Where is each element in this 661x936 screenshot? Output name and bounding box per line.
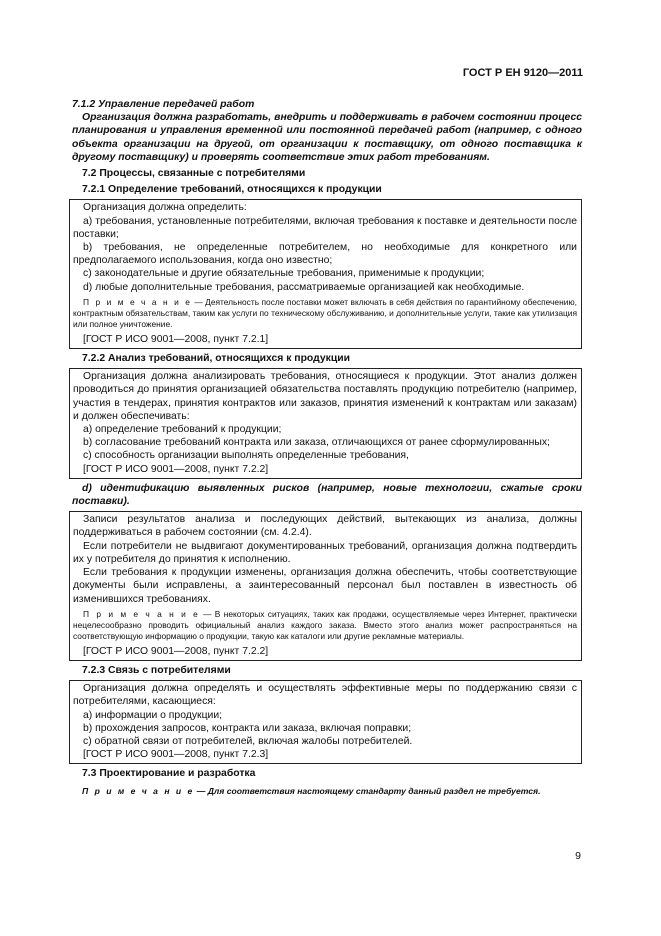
section-7-2-2-item-d: d) идентификацию выявленных рисков (например, новые технологии, сжатые сроки поставки). bbox=[72, 482, 582, 508]
list-item: b) согласование требований контракта или заказа, отличающихся от ранее сформулированных; bbox=[83, 437, 550, 449]
section-7-2-heading: 7.2 Процессы, связанные с потребителями bbox=[82, 168, 306, 180]
section-7-2-2-heading: 7.2.2 Анализ требований, относящихся к продукции bbox=[82, 353, 350, 365]
list-item: а) требования, установленные потребителями, включая требования к поставке и деятельности после поставки; bbox=[73, 215, 577, 240]
list-item: c) обратной связи от потребителей, включая жалобы потребителей. bbox=[83, 735, 413, 747]
note-text: — Деятельность после поставки может включать в себя действия по гарантийному обеспечению, контрактным обязательствам, таким как услуги по техническому обслуживанию, и дополнительные услуги, такие как утилизация или полное уничтожение. bbox=[73, 296, 577, 329]
section-7-2-3-heading: 7.2.3 Связь с потребителями bbox=[82, 664, 231, 676]
section-7-2-2-ref-2: [ГОСТ Р ИСО 9001—2008, пункт 7.2.2] bbox=[83, 645, 269, 657]
section-7-2-2-para-1: Записи результатов анализа и последующих действий, вытекающих из анализа, должны поддерживаться в рабочем состоянии (см. 4.2.4). bbox=[73, 514, 577, 539]
list-item: c) способность организации выполнять определенные требования, bbox=[83, 450, 409, 462]
note-label: П р и м е ч а н и е bbox=[83, 608, 200, 619]
section-7-2-2-para-2: Если потребители не выдвигают документированных требований, организация должна подтвердить их у потребителя до принятия к исполнению. bbox=[73, 540, 577, 565]
document-id: ГОСТ Р ЕН 9120—2011 bbox=[462, 67, 583, 79]
section-7-3-heading: 7.3 Проектирование и разработка bbox=[82, 768, 256, 780]
section-7-1-2-body: Организация должна разработать, внедрить и поддерживать в рабочем состоянии процесс планирования и управления временной или постоянной передачей работ (например, с одного объекта организации на другой, от организации к поставщику, от одного поставщика к другому поставщику) и проверять соответствие этих работ требованиям. bbox=[72, 112, 582, 163]
section-7-2-2-box-2 bbox=[69, 511, 582, 661]
list-item: b) требования, не определенные потребителем, но необходимые для конкретного или предполагаемого использования, когда оно известно; bbox=[73, 242, 577, 267]
section-7-2-1-ref: [ГОСТ Р ИСО 9001—2008, пункт 7.2.1] bbox=[83, 333, 269, 345]
note-label: П р и м е ч а н и е bbox=[82, 785, 195, 796]
section-7-2-2-note bbox=[73, 609, 577, 642]
page-number: 9 bbox=[575, 850, 581, 862]
section-7-2-2-intro: Организация должна анализировать требования, относящиеся к продукции. Этот анализ должен проводиться до принятия организацией обязательства поставлять продукцию потребителю (например, участия в тендерах, принятия контрактов или заказов, принятия изменений к контрактам или заказам) и должен обеспечивать: bbox=[73, 371, 577, 422]
note-text: — В некоторых ситуациях, таких как продажи, осуществляемые через Интернет, практически нецелесообразно проводить официальный анализ каждого заказа. Вместо этого анализ может распространяться на соответствующую информацию о продукции, такую как каталоги или другие рекламные материалы. bbox=[73, 608, 577, 641]
section-7-2-1-box bbox=[69, 199, 582, 349]
section-7-2-3-ref: [ГОСТ Р ИСО 9001—2008, пункт 7.2.3] bbox=[83, 749, 269, 761]
section-7-2-1-heading: 7.2.1 Определение требований, относящихся к продукции bbox=[82, 184, 382, 196]
list-item: а) информации о продукции; bbox=[83, 709, 223, 721]
note-text: — Для соответствия настоящему стандарту данный раздел не требуется. bbox=[194, 785, 541, 796]
section-7-2-2-para-3: Если требования к продукции изменены, организация должна обеспечить, чтобы соответствующие документы были исправлены, а заинтересованный персонал был поставлен в известность об изменившихся требованиях. bbox=[73, 567, 577, 605]
section-7-2-3-intro: Организация должна определять и осуществлять эффективные меры по поддержанию связи с потребителями, касающиеся: bbox=[73, 683, 577, 708]
section-7-2-2-box-1 bbox=[69, 368, 582, 479]
section-7-1-2-heading: 7.1.2 Управление передачей работ bbox=[72, 99, 255, 110]
page-content bbox=[72, 98, 582, 798]
section-7-2-1-intro: Организация должна определить: bbox=[83, 202, 247, 214]
list-item: d) любые дополнительные требования, рассматриваемые организацией как необходимые. bbox=[83, 281, 525, 293]
section-7-2-2-ref-1: [ГОСТ Р ИСО 9001—2008, пункт 7.2.2] bbox=[83, 463, 269, 475]
list-item: а) определение требований к продукции; bbox=[83, 424, 282, 436]
section-7-2-3-box bbox=[69, 680, 582, 764]
section-7-3-note bbox=[72, 785, 582, 798]
list-item: c) законодательные и другие обязательные требования, применимые к продукции; bbox=[83, 268, 485, 280]
list-item: b) прохождения запросов, контракта или заказа, включая поправки; bbox=[83, 722, 412, 734]
note-label: П р и м е ч а н и е bbox=[83, 296, 192, 307]
section-7-2-1-note bbox=[73, 297, 577, 330]
